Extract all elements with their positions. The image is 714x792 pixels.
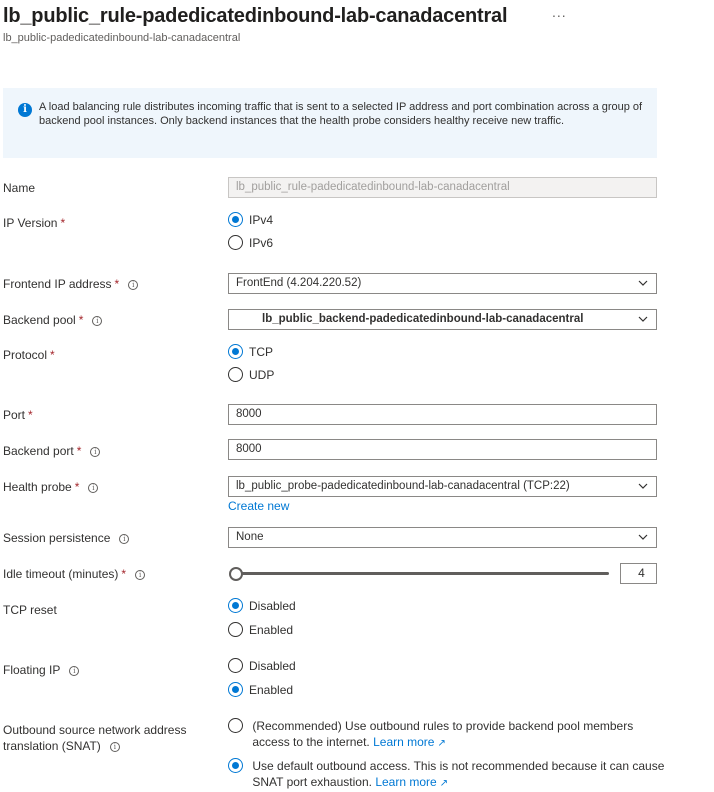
floating-ip-disabled-radio[interactable]: Disabled (228, 658, 296, 676)
create-new-probe-link[interactable]: Create new (228, 499, 290, 513)
info-tooltip-icon[interactable]: i (90, 447, 100, 457)
info-tooltip-icon[interactable]: i (128, 280, 138, 290)
protocol-label: Protocol * (3, 348, 55, 362)
radio-unselected-icon (228, 658, 243, 673)
learn-more-link[interactable]: Learn more ↗ (373, 735, 446, 749)
info-text: A load balancing rule distributes incoming traffic that is sent to a selected IP address and port combination across a group of backend pool instances. Only backend instances that the health probe considers healthy receive new traffic. (39, 101, 643, 127)
info-banner (3, 88, 657, 158)
info-tooltip-icon[interactable]: i (88, 483, 98, 493)
tcp-reset-disabled-radio[interactable]: Disabled (228, 598, 296, 616)
info-tooltip-icon[interactable]: i (135, 570, 145, 580)
radio-selected-icon (228, 344, 243, 359)
frontend-ip-dropdown[interactable]: FrontEnd (4.204.220.52) (228, 273, 657, 294)
more-options-icon[interactable]: ... (552, 4, 567, 20)
backend-port-input[interactable]: 8000 (228, 439, 657, 460)
snat-label-line1: Outbound source network address (3, 723, 187, 737)
protocol-tcp-radio[interactable]: TCP (228, 344, 273, 362)
ip-version-label: IP Version * (3, 216, 66, 230)
radio-unselected-icon (228, 367, 243, 382)
ip-version-ipv4-radio[interactable]: IPv4 (228, 212, 273, 230)
floating-ip-enabled-radio[interactable]: Enabled (228, 682, 293, 700)
info-tooltip-icon[interactable]: i (69, 666, 79, 676)
radio-selected-icon (228, 758, 243, 773)
chevron-down-icon (638, 481, 648, 491)
chevron-down-icon (638, 278, 648, 288)
protocol-udp-radio[interactable]: UDP (228, 367, 274, 385)
name-field: lb_public_rule-padedicatedinbound-lab-canadacentral (228, 177, 657, 198)
snat-outbound-rules-radio[interactable]: (Recommended) Use outbound rules to provide backend pool members access to the internet. Learn more ↗ (228, 718, 633, 752)
backend-port-label: Backend port * i (3, 444, 100, 458)
session-persistence-dropdown[interactable]: None (228, 527, 657, 548)
session-persistence-label: Session persistence i (3, 531, 129, 545)
health-probe-dropdown[interactable]: lb_public_probe-padedicatedinbound-lab-canadacentral (TCP:22) (228, 476, 657, 497)
info-tooltip-icon[interactable]: i (119, 534, 129, 544)
radio-selected-icon (228, 212, 243, 227)
port-input[interactable]: 8000 (228, 404, 657, 425)
snat-label-line2: translation (SNAT) i (3, 739, 120, 753)
radio-selected-icon (228, 598, 243, 613)
radio-unselected-icon (228, 622, 243, 637)
external-link-icon: ↗ (437, 738, 446, 749)
idle-timeout-label: Idle timeout (minutes) * i (3, 567, 145, 581)
radio-unselected-icon (228, 718, 243, 733)
health-probe-label: Health probe * i (3, 480, 98, 494)
required-marker: * (60, 216, 66, 230)
idle-timeout-slider-thumb[interactable] (229, 567, 243, 581)
page-title: lb_public_rule-padedicatedinbound-lab-canadacentral (3, 5, 508, 27)
info-tooltip-icon[interactable]: i (92, 316, 102, 326)
backend-pool-label: Backend pool * i (3, 313, 102, 327)
tcp-reset-enabled-radio[interactable]: Enabled (228, 622, 293, 640)
page-subtitle: lb_public-padedicatedinbound-lab-canadacentral (3, 32, 241, 44)
idle-timeout-slider-track[interactable] (236, 572, 609, 575)
backend-pool-dropdown[interactable]: lb_public_backend-padedicatedinbound-lab-canadacentral (228, 309, 657, 330)
ip-version-ipv6-radio[interactable]: IPv6 (228, 235, 273, 253)
floating-ip-label: Floating IP i (3, 663, 79, 677)
chevron-down-icon (638, 314, 648, 324)
info-icon: i (18, 103, 32, 117)
frontend-ip-label: Frontend IP address * i (3, 277, 138, 291)
info-tooltip-icon[interactable]: i (110, 742, 120, 752)
learn-more-link[interactable]: Learn more ↗ (375, 775, 449, 789)
port-label: Port * (3, 408, 33, 422)
radio-selected-icon (228, 682, 243, 697)
external-link-icon: ↗ (439, 778, 449, 789)
name-label: Name (3, 181, 36, 195)
chevron-down-icon (638, 532, 648, 542)
radio-unselected-icon (228, 235, 243, 250)
tcp-reset-label: TCP reset (3, 603, 57, 617)
idle-timeout-value-input[interactable]: 4 (620, 563, 657, 584)
snat-default-outbound-radio[interactable]: Use default outbound access. This is not recommended because it can cause SNAT port exhaustion. Learn more ↗ (228, 758, 664, 792)
